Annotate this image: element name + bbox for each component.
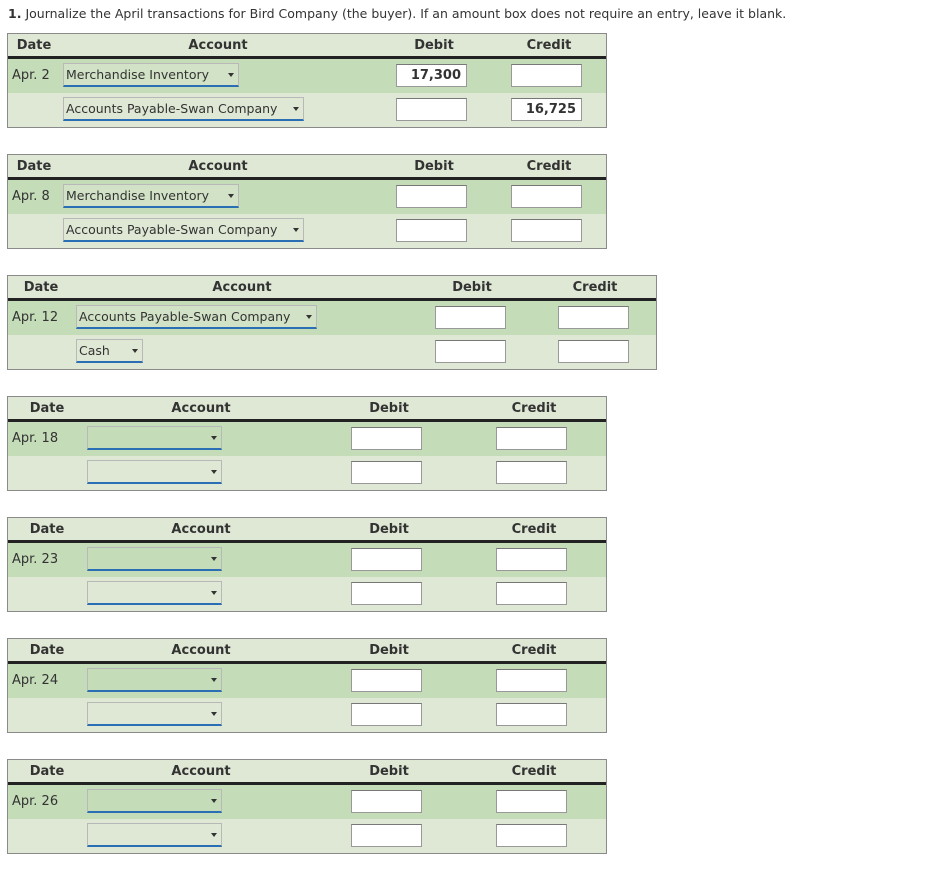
table-header [8, 34, 606, 59]
account-select[interactable] [63, 218, 304, 242]
debit-header: Debit [369, 401, 409, 416]
credit-input[interactable] [558, 340, 629, 363]
debit-header: Debit [414, 159, 454, 174]
account-select[interactable] [87, 668, 222, 692]
table-header [8, 518, 606, 543]
date-cell: Apr. 2 [12, 68, 50, 83]
debit-header: Debit [369, 522, 409, 537]
account-header: Account [171, 401, 231, 416]
account-select[interactable] [76, 339, 143, 363]
question-number: 1. [8, 6, 22, 21]
table-header [8, 276, 656, 301]
debit-input[interactable] [351, 582, 422, 605]
journal-entry-apr-12 [7, 275, 657, 370]
date-header: Date [29, 401, 65, 416]
debit-input[interactable] [396, 219, 467, 242]
account-header: Account [171, 643, 231, 658]
table-row [8, 819, 606, 853]
date-cell: Apr. 8 [12, 189, 50, 204]
date-cell: Apr. 26 [12, 794, 59, 809]
debit-input[interactable] [351, 427, 422, 450]
credit-input[interactable] [496, 461, 567, 484]
credit-input[interactable] [496, 548, 567, 571]
credit-input[interactable] [496, 669, 567, 692]
journal-entry-apr-23 [7, 517, 607, 612]
table-row [8, 543, 606, 577]
account-select[interactable] [87, 702, 222, 726]
debit-input[interactable] [351, 669, 422, 692]
dropdown-arrow-icon [211, 799, 217, 803]
account-value: Merchandise Inventory [66, 188, 210, 203]
debit-input[interactable] [435, 306, 506, 329]
dropdown-arrow-icon [211, 712, 217, 716]
date-header: Date [29, 764, 65, 779]
journal-entry-apr-24 [7, 638, 607, 733]
account-select[interactable] [87, 460, 222, 484]
credit-header: Credit [526, 159, 572, 174]
credit-header: Credit [511, 401, 557, 416]
account-header: Account [212, 280, 272, 295]
credit-input[interactable] [511, 64, 582, 87]
date-header: Date [29, 643, 65, 658]
debit-input[interactable]: 17,300 [396, 64, 467, 87]
account-value: Accounts Payable-Swan Company [79, 309, 291, 324]
dropdown-arrow-icon [293, 107, 299, 111]
journal-entry-apr-8 [7, 154, 607, 249]
credit-input[interactable] [496, 790, 567, 813]
credit-header: Credit [511, 643, 557, 658]
account-select[interactable] [87, 547, 222, 571]
instructions [8, 6, 786, 21]
debit-input[interactable] [396, 185, 467, 208]
debit-input[interactable] [351, 548, 422, 571]
account-value: Merchandise Inventory [66, 67, 210, 82]
dropdown-arrow-icon [211, 470, 217, 474]
credit-header: Credit [572, 280, 618, 295]
credit-header: Credit [526, 38, 572, 53]
dropdown-arrow-icon [211, 678, 217, 682]
dropdown-arrow-icon [228, 73, 234, 77]
dropdown-arrow-icon [306, 315, 312, 319]
table-row [8, 422, 606, 456]
account-value: Accounts Payable-Swan Company [66, 222, 278, 237]
debit-input[interactable] [351, 703, 422, 726]
date-header: Date [16, 159, 52, 174]
date-header: Date [16, 38, 52, 53]
credit-header: Credit [511, 522, 557, 537]
table-header [8, 760, 606, 785]
table-row [8, 301, 656, 335]
account-select[interactable] [87, 426, 222, 450]
date-header: Date [29, 522, 65, 537]
table-row [8, 577, 606, 611]
credit-input[interactable] [496, 582, 567, 605]
date-cell: Apr. 12 [12, 310, 59, 325]
table-row [8, 180, 606, 214]
debit-header: Debit [369, 764, 409, 779]
account-select[interactable] [63, 184, 239, 208]
dropdown-arrow-icon [211, 557, 217, 561]
dropdown-arrow-icon [228, 194, 234, 198]
account-select[interactable] [63, 63, 239, 87]
debit-header: Debit [452, 280, 492, 295]
debit-header: Debit [414, 38, 454, 53]
dropdown-arrow-icon [132, 349, 138, 353]
table-row [8, 698, 606, 732]
table-row [8, 214, 606, 248]
account-select[interactable] [76, 305, 317, 329]
journal-entry-apr-2 [7, 33, 607, 128]
account-header: Account [188, 159, 248, 174]
credit-input[interactable]: 16,725 [511, 98, 582, 121]
credit-input[interactable] [496, 427, 567, 450]
table-row [8, 785, 606, 819]
account-header: Account [171, 522, 231, 537]
account-value: Cash [79, 343, 110, 358]
debit-input[interactable] [351, 824, 422, 847]
credit-input[interactable] [496, 703, 567, 726]
debit-input[interactable] [396, 98, 467, 121]
dropdown-arrow-icon [211, 591, 217, 595]
credit-input[interactable] [511, 219, 582, 242]
account-select[interactable] [87, 789, 222, 813]
account-select[interactable] [87, 581, 222, 605]
date-header: Date [23, 280, 59, 295]
account-select[interactable] [87, 823, 222, 847]
dropdown-arrow-icon [211, 436, 217, 440]
dropdown-arrow-icon [211, 833, 217, 837]
table-header [8, 397, 606, 422]
credit-input[interactable] [511, 185, 582, 208]
table-header [8, 155, 606, 180]
dropdown-arrow-icon [293, 228, 299, 232]
debit-header: Debit [369, 643, 409, 658]
table-row [8, 59, 606, 93]
instruction-text: Journalize the April transactions for Bird Company (the buyer). If an amount box does not require an entry, leave it blank. [25, 6, 787, 21]
debit-input[interactable] [351, 790, 422, 813]
debit-input[interactable] [435, 340, 506, 363]
journal-entry-apr-18 [7, 396, 607, 491]
account-header: Account [171, 764, 231, 779]
table-row [8, 664, 606, 698]
table-row [8, 335, 656, 369]
date-cell: Apr. 18 [12, 431, 59, 446]
account-select[interactable] [63, 97, 304, 121]
account-header: Account [188, 38, 248, 53]
credit-header: Credit [511, 764, 557, 779]
date-cell: Apr. 24 [12, 673, 59, 688]
account-value: Accounts Payable-Swan Company [66, 101, 278, 116]
credit-input[interactable] [496, 824, 567, 847]
table-row [8, 93, 606, 127]
credit-input[interactable] [558, 306, 629, 329]
debit-input[interactable] [351, 461, 422, 484]
table-row [8, 456, 606, 490]
journal-entry-apr-26 [7, 759, 607, 854]
table-header [8, 639, 606, 664]
date-cell: Apr. 23 [12, 552, 59, 567]
